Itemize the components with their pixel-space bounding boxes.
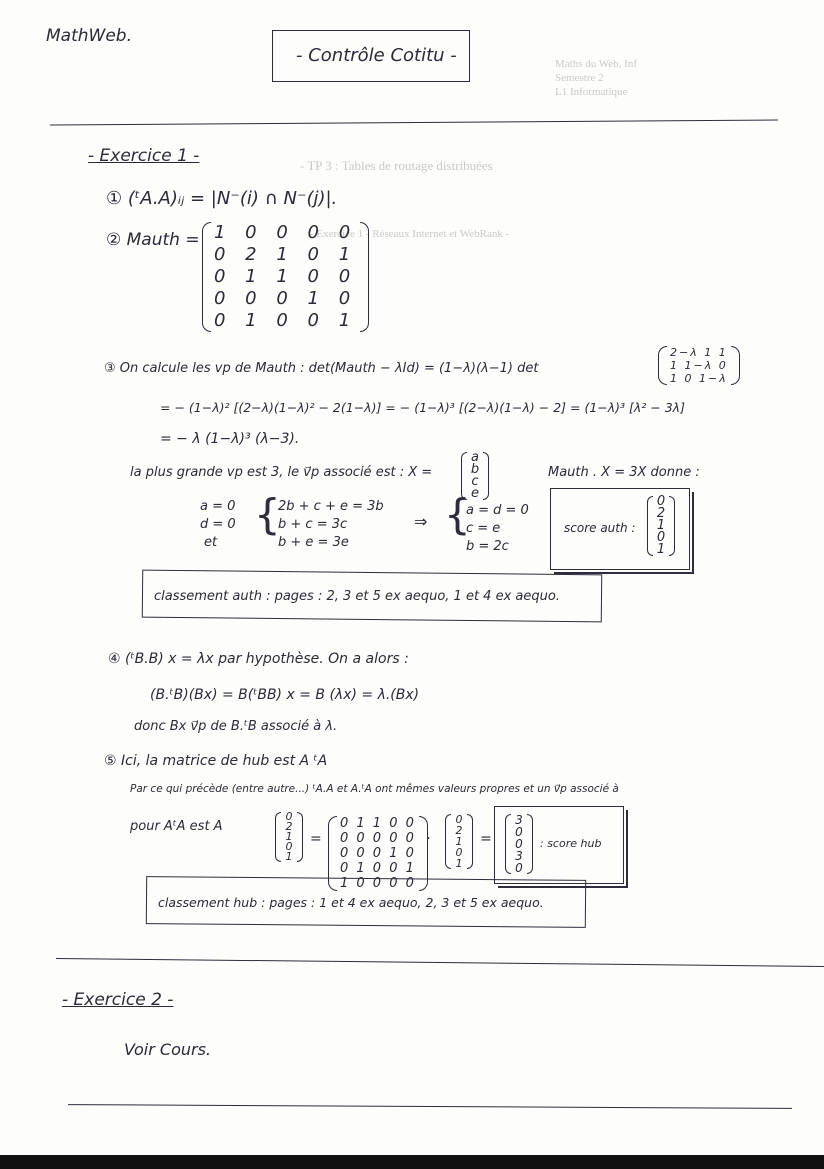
score-auth-entry: 0 xyxy=(656,494,666,509)
section-divider xyxy=(56,958,824,967)
classement-auth: classement auth : pages : 2, 3 et 5 ex aequo, 1 et 4 ex aequo. xyxy=(154,589,560,604)
det-row: 1 1−λ 0 xyxy=(670,359,728,372)
hub-mul-entry: 1 xyxy=(455,857,463,870)
system-left-3: et xyxy=(204,535,218,550)
question-3-line-1: ③ On calcule les vp de Mauth : det(Mauth − λId) = (1−λ)(λ−1) det xyxy=(104,361,539,376)
score-hub-right-paren xyxy=(527,814,533,874)
score-hub-entry: 3 xyxy=(515,813,523,827)
ghost-exercise-title: - Exercice 1 - Réseaux Internet et WebRank - xyxy=(310,228,510,240)
hub-input-entry: 1 xyxy=(285,850,293,863)
question-4-line-3: donc Bx v⃗p de B.ᵗB associé à λ. xyxy=(134,719,338,734)
ghost-header-3: L1 Informatique xyxy=(555,86,628,98)
det-right-paren xyxy=(731,346,740,385)
q3-det-matrix xyxy=(670,346,728,385)
question-5-line-3: pour AᵗA est A xyxy=(130,819,223,834)
hub-mul-left-paren xyxy=(445,814,451,869)
mauth-row: 0 0 0 1 0 xyxy=(214,288,358,309)
exercise-2-heading: - Exercice 2 - xyxy=(62,990,174,1010)
ghost-header-1: Maths du Web, Inf xyxy=(555,58,638,70)
a-row: 0 0 0 1 0 xyxy=(340,846,416,861)
implies-arrow: ⇒ xyxy=(414,512,428,531)
scan-bottom-edge xyxy=(0,1155,824,1169)
score-hub-entry: 0 xyxy=(515,861,523,875)
a-row: 0 0 0 0 0 xyxy=(340,831,416,846)
score-auth-entry: 1 xyxy=(656,542,666,557)
score-auth-right-paren xyxy=(669,496,675,556)
a-row: 1 0 0 0 0 xyxy=(340,876,416,891)
det-row: 1 0 1−λ xyxy=(670,372,728,385)
ghost-header-2: Semestre 2 xyxy=(555,72,604,84)
x-right-paren xyxy=(483,452,489,500)
header-rule xyxy=(50,119,778,125)
score-hub-entry: 0 xyxy=(515,825,523,839)
question-3-equation: Mauth . X = 3X donne : xyxy=(548,465,700,480)
equals-sign-1: = xyxy=(310,831,322,847)
hub-mul-entry: 2 xyxy=(455,824,463,837)
hub-input-entry: 1 xyxy=(285,830,293,843)
score-hub-left-paren xyxy=(505,814,511,874)
exercise-1-heading: - Exercice 1 - xyxy=(88,146,200,166)
system-mid-1: 2b + c + e = 3b xyxy=(278,499,384,514)
hub-mul-vector xyxy=(452,814,466,869)
system-right-2: c = e xyxy=(466,521,501,536)
page-title: - Contrôle Cotitu - xyxy=(296,45,457,66)
question-5-line-1: ⑤ Ici, la matrice de hub est A ᵗA xyxy=(104,753,328,769)
exercise-2-body: Voir Cours. xyxy=(124,1040,212,1059)
system-mid-2: b + c = 3c xyxy=(278,517,348,532)
mauth-row: 0 1 0 0 1 xyxy=(214,310,358,331)
hub-mul-entry: 0 xyxy=(455,813,463,826)
system-left-2: d = 0 xyxy=(200,517,236,532)
det-row: 2−λ 1 1 xyxy=(670,346,728,359)
hub-input-vector xyxy=(282,812,296,862)
a-row: 0 1 0 0 1 xyxy=(340,861,416,876)
mauth-right-paren xyxy=(360,222,369,332)
hub-input-entry: 0 xyxy=(285,840,293,853)
x-entry: b xyxy=(470,462,480,477)
hub-input-entry: 2 xyxy=(285,820,293,833)
x-entry: a xyxy=(471,450,479,465)
question-2-label: ② Mauth = xyxy=(106,230,200,250)
question-3-line-3: = − λ (1−λ)³ (λ−3). xyxy=(160,431,300,447)
score-hub-entry: 3 xyxy=(515,849,523,863)
score-hub-entry: 0 xyxy=(515,837,523,851)
question-5-line-2: Par ce qui précède (entre autre...) ᵗA.A et A.ᵗA ont mêmes valeurs propres et un v⃗p associé à xyxy=(130,783,619,795)
system-mid-3: b + e = 3e xyxy=(278,535,349,550)
ghost-tp-title: - TP 3 : Tables de routage distribuées xyxy=(300,158,493,173)
hub-input-entry: 0 xyxy=(285,810,293,823)
question-4-line-2: (B.ᵗB)(Bx) = B(ᵗBB) x = B (λx) = λ.(Bx) xyxy=(150,687,420,703)
system-brace-right: { xyxy=(444,490,471,539)
question-4-line-1: ④ (ᵗB.B) x = λx par hypothèse. On a alors : xyxy=(108,651,409,667)
x-entry: c xyxy=(471,474,479,489)
mauth-row: 0 2 1 0 1 xyxy=(214,244,358,265)
score-hub-label: : score hub xyxy=(540,837,602,850)
question-3-line-4: la plus grande vp est 3, le v⃗p associé est : X = xyxy=(130,465,433,480)
mauth-row: 0 1 1 0 0 xyxy=(214,266,358,287)
mauth-matrix xyxy=(214,222,357,332)
score-auth-label: score auth : xyxy=(564,521,636,535)
score-hub-vector xyxy=(512,814,526,874)
det-left-paren xyxy=(658,346,667,385)
score-auth-vector xyxy=(654,496,668,556)
hub-input-right-paren xyxy=(297,812,303,862)
score-auth-entry: 0 xyxy=(656,530,666,545)
question-1: ① (ᵗA.A)ᵢⱼ = |N⁻(i) ∩ N⁻(j)|. xyxy=(106,188,338,209)
hub-mul-entry: 1 xyxy=(455,835,463,848)
system-left-1: a = 0 xyxy=(200,499,236,514)
footer-rule xyxy=(68,1104,792,1109)
x-entry: e xyxy=(471,486,479,501)
score-auth-left-paren xyxy=(647,496,653,556)
score-auth-entry: 1 xyxy=(656,518,666,533)
signature: MathWeb. xyxy=(46,26,132,46)
score-auth-entry: 2 xyxy=(656,506,666,521)
hub-mul-right-paren xyxy=(467,814,473,869)
hub-input-left-paren xyxy=(275,812,281,862)
dot-operator: · xyxy=(426,831,431,847)
system-right-1: a = d = 0 xyxy=(466,503,529,518)
system-right-3: b = 2c xyxy=(466,539,509,554)
a-row: 0 1 1 0 0 xyxy=(340,816,416,831)
system-brace-left: { xyxy=(254,490,281,539)
classement-hub: classement hub : pages : 1 et 4 ex aequo, 2, 3 et 5 ex aequo. xyxy=(158,895,544,910)
question-3-line-2: = − (1−λ)² [(2−λ)(1−λ)² − 2(1−λ)] = − (1−λ)³ [(2−λ)(1−λ) − 2] = (1−λ)³ [λ² − 3λ] xyxy=(160,400,685,415)
mauth-left-paren xyxy=(202,222,211,332)
equals-sign-2: = xyxy=(480,831,492,847)
hub-mul-entry: 0 xyxy=(455,846,463,859)
mauth-row: 1 0 0 0 0 xyxy=(214,222,358,243)
